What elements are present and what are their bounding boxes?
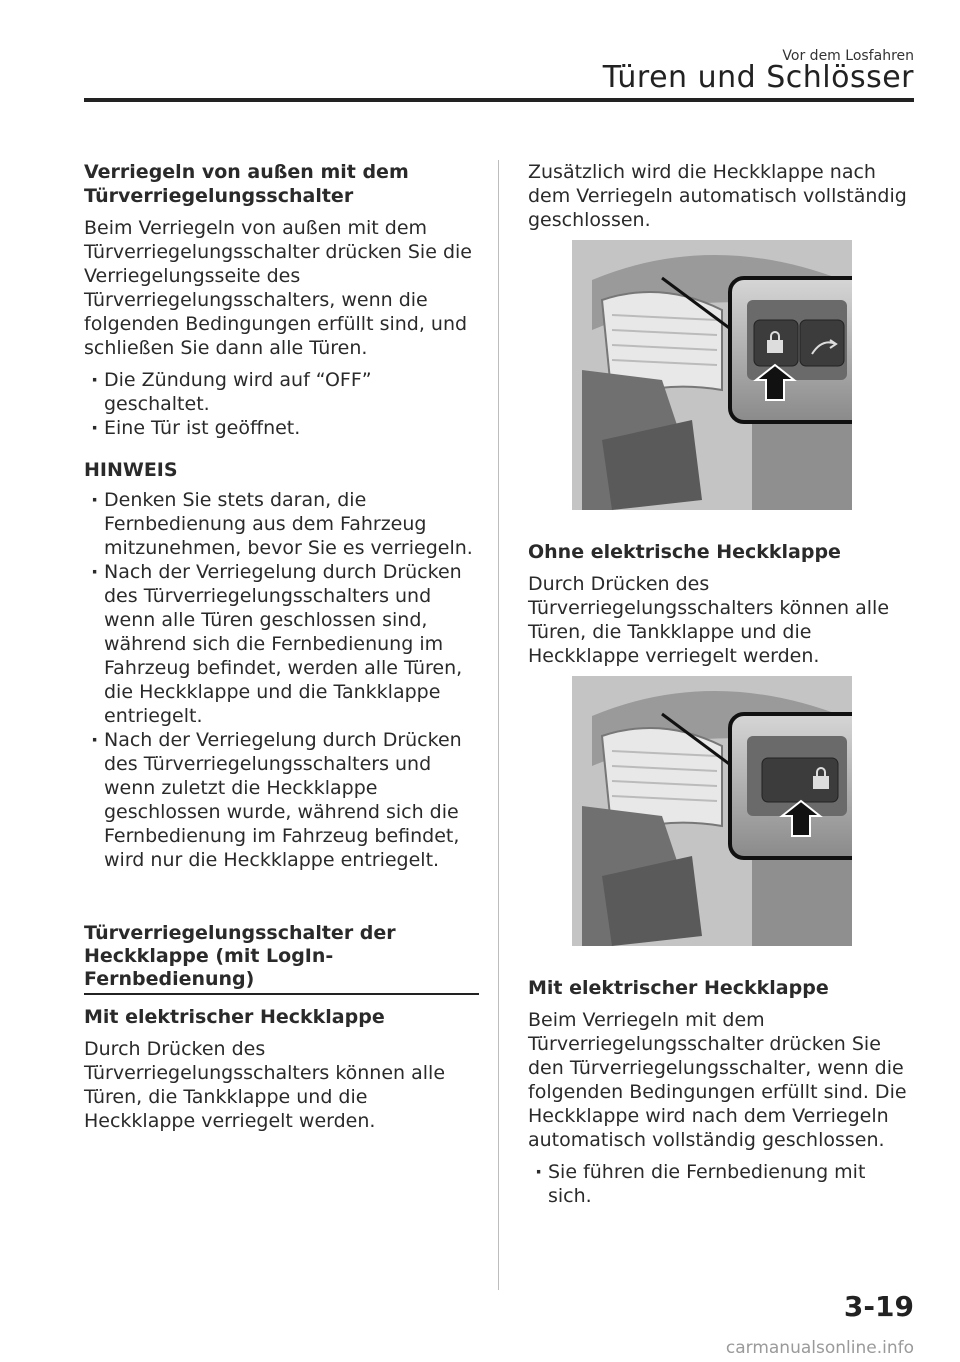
section-title-liftgate-switch: Türverriegelungsschalter der Heckklappe (mit LogIn-Fernbedienung) — [84, 922, 479, 995]
liftgate-switch-image — [572, 240, 852, 510]
heading-power-liftgate: Mit elektrischer Heckklappe — [84, 1006, 385, 1028]
list-item: · Nach der Verriegelung durch Drücken des Türverriegelungsschalters und wenn zuletzt die Heckklappe geschlossen wurde, während sich die Fernbedienung im Fahrzeug befindet, wird nur die Heckklappe entriegelt. — [104, 728, 479, 872]
page-number: 3-19 — [843, 1290, 914, 1323]
liftgate-two-switch-illustration — [572, 240, 852, 510]
conditions-list — [528, 1160, 913, 1208]
list-item: · Nach der Verriegelung durch Drücken des Türverriegelungsschalters und wenn alle Türen geschlossen sind, während sich die Fernbedienung im Fahrzeug befindet, werden alle Türen, die Heckklappe und die Tankklappe entriegelt. — [104, 560, 479, 728]
list-item: · Eine Tür ist geöffnet. — [104, 416, 479, 440]
paragraph-power-liftgate: Durch Drücken des Türverriegelungsschalters können alle Türen, die Tankklappe und die Heckklappe verriegelt werden. — [84, 1038, 446, 1132]
list-item: · Sie führen die Fernbedienung mit sich. — [548, 1160, 913, 1208]
heading-no-power-liftgate: Ohne elektrische Heckklappe — [528, 541, 841, 563]
watermark: carmanualsonline.info — [725, 1338, 914, 1358]
note-list — [84, 488, 479, 872]
list-item: · Denken Sie stets daran, die Fernbedienung aus dem Fahrzeug mitzunehmen, bevor Sie es verriegeln. — [104, 488, 479, 560]
paragraph-lock-outside: Beim Verriegeln von außen mit dem Türverriegelungsschalter drücken Sie die Verriegelungsseite des Türverriegelungsschalters, wenn die folgenden Bedingungen erfüllt sind, und schließen Sie dann alle Türen. — [84, 217, 472, 359]
header-section: Vor dem Losfahren — [782, 48, 914, 64]
note-label: HINWEIS — [84, 459, 178, 481]
paragraph-no-power-liftgate: Durch Drücken des Türverriegelungsschalters können alle Türen, die Tankklappe und die Heckklappe verriegelt werden. — [528, 573, 890, 667]
column-divider — [498, 160, 499, 1290]
heading-with-power-liftgate: Mit elektrischer Heckklappe — [528, 977, 829, 999]
list-item: · Die Zündung wird auf “OFF” geschaltet. — [104, 368, 479, 416]
paragraph-with-power-liftgate: Beim Verriegeln mit dem Türverriegelungsschalter drücken Sie den Türverriegelungsschalter, wenn die folgenden Bedingungen erfüllt sind. Die Heckklappe wird nach dem Verriegeln automatisch vollständig geschlossen. — [528, 1009, 907, 1151]
conditions-list — [84, 368, 479, 440]
left-column — [84, 160, 479, 1141]
liftgate-switch-image — [572, 676, 852, 946]
paragraph-auto-close: Zusätzlich wird die Heckklappe nach dem Verriegeln automatisch vollständig geschlossen. — [528, 161, 907, 231]
header-rule — [84, 98, 914, 102]
page-title: Türen und Schlösser — [602, 60, 914, 95]
right-column — [528, 160, 913, 1218]
liftgate-one-switch-illustration — [572, 676, 852, 946]
heading-lock-outside: Verriegeln von außen mit dem Türverriegelungsschalter — [84, 161, 409, 207]
